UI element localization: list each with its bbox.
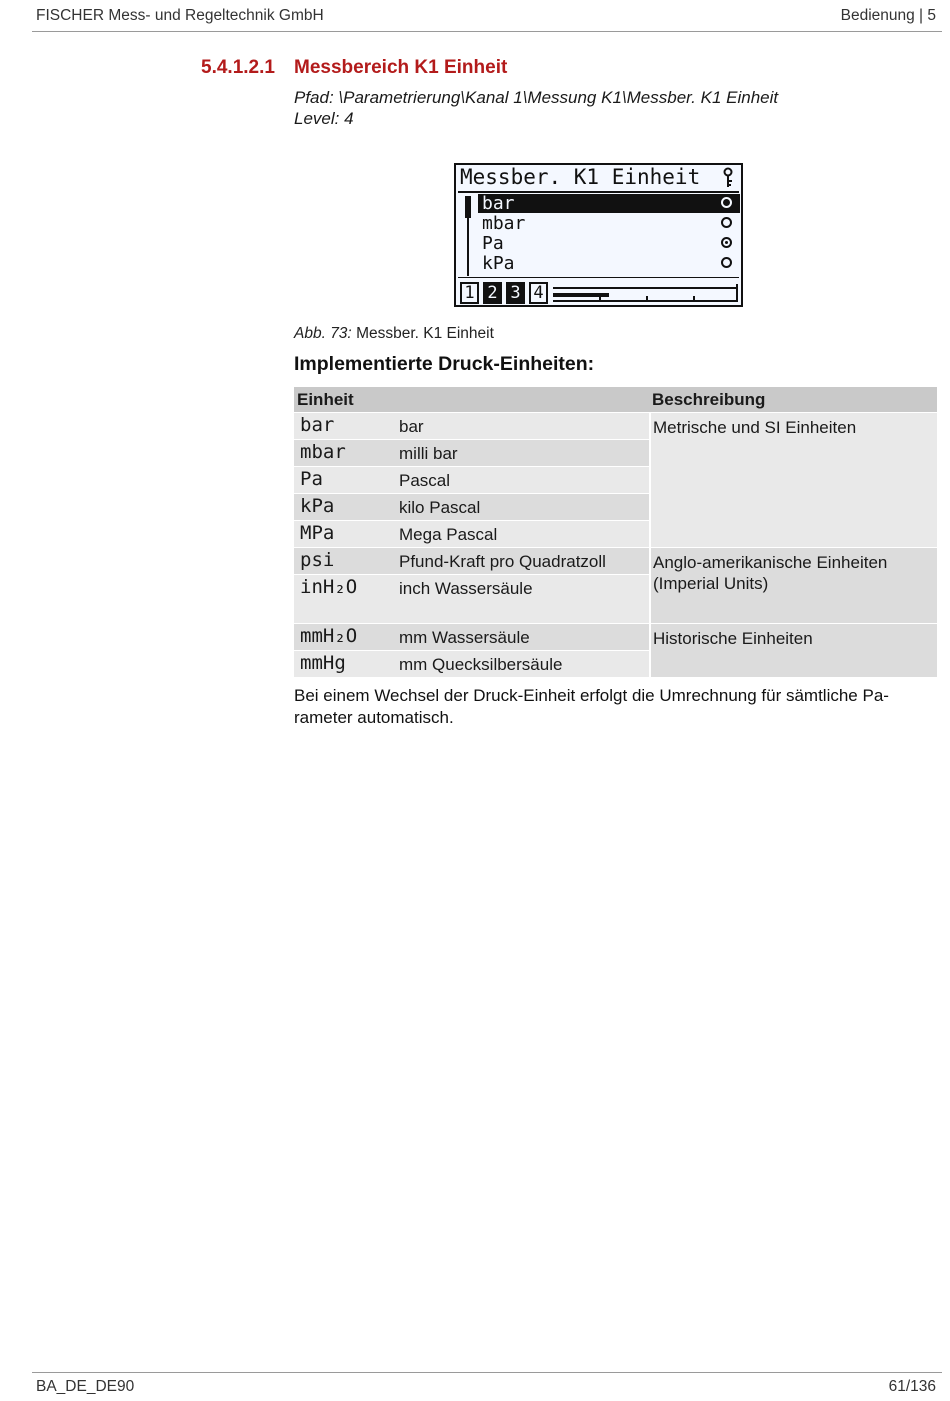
unit-symbol: mmHg [300, 652, 346, 674]
section-number: 5.4.1.2.1 [201, 57, 275, 78]
figure-label: Abb. 73: [294, 325, 352, 342]
figure-caption [294, 325, 494, 343]
display-bargraph-tick [646, 296, 648, 301]
display-level-4: 4 [529, 282, 548, 304]
unit-name: kilo Pascal [399, 498, 481, 517]
group-historic-label: Historische Einheiten [653, 629, 813, 648]
unit-symbol: psi [300, 549, 335, 571]
footer-doc-id: BA_DE_DE90 [36, 1378, 135, 1395]
device-display [454, 163, 743, 307]
display-bargraph-end [736, 284, 738, 302]
unit-symbol: kPa [300, 495, 335, 517]
display-bargraph-tick [599, 296, 601, 301]
table-row [294, 575, 649, 623]
table-row [294, 624, 649, 650]
group-description [651, 548, 937, 623]
header-unit: Einheit [297, 390, 354, 409]
table-row [294, 467, 649, 493]
table-row [294, 494, 649, 520]
display-scrollbar-thumb [465, 196, 471, 218]
group-description [651, 413, 937, 547]
display-option-label: Pa [482, 233, 504, 254]
footer-divider [32, 1372, 942, 1373]
unit-name: inch Wassersäule [399, 579, 533, 598]
body-paragraph: Bei einem Wechsel der Druck-Einheit erfolgt die Umrechnung für sämtliche Pa-rameter automatisch. [294, 686, 889, 727]
radio-empty-icon [721, 217, 732, 228]
display-bargraph-tick [693, 296, 695, 301]
header-company: FISCHER Mess- und Regeltechnik GmbH [36, 7, 324, 24]
group-description [651, 624, 937, 677]
unit-name: Pascal [399, 471, 451, 490]
menu-path: Pfad: \Parametrierung\Kanal 1\Messung K1\Messber. K1 Einheit [294, 88, 779, 107]
header-description: Beschreibung [652, 390, 766, 409]
display-option-pa [478, 234, 740, 253]
display-option-mbar [478, 214, 740, 233]
unit-symbol: bar [300, 414, 335, 436]
display-level-2: 2 [483, 282, 502, 304]
table-row [294, 413, 649, 439]
radio-empty-icon [721, 197, 732, 208]
section-title: Messbereich K1 Einheit [294, 57, 508, 78]
table-heading: Implementierte Druck-Einheiten: [294, 353, 595, 375]
unit-symbol: mbar [300, 441, 346, 463]
radio-checked-icon [721, 237, 732, 248]
unit-symbol: MPa [300, 522, 335, 544]
footer-page-number: 61/136 [888, 1378, 936, 1395]
unit-name: bar [399, 417, 424, 436]
header-divider [32, 31, 942, 32]
unit-symbol: Pa [300, 468, 323, 490]
display-option-label: bar [482, 193, 515, 214]
table-row [294, 521, 649, 547]
radio-empty-icon [721, 257, 732, 268]
display-option-bar [478, 194, 740, 213]
key-icon [721, 167, 735, 189]
display-bargraph-top [553, 287, 737, 289]
header-section: Bedienung | 5 [840, 7, 936, 24]
display-option-label: kPa [482, 253, 515, 274]
access-level: Level: 4 [294, 109, 354, 128]
group-imperial-label: Anglo-amerikanische Einheiten (Imperial Units) [653, 553, 888, 593]
unit-symbol: mmH₂O [300, 625, 358, 647]
table-row [294, 440, 649, 466]
unit-name: mm Wassersäule [399, 628, 530, 647]
unit-name: milli bar [399, 444, 458, 463]
table-row [294, 548, 649, 574]
unit-name: Pfund-Kraft pro Quadratzoll [399, 552, 606, 571]
display-status-divider [458, 277, 739, 278]
unit-name: Mega Pascal [399, 525, 498, 544]
display-option-kpa [478, 254, 740, 273]
display-bargraph-scale [553, 300, 737, 302]
table-header-row [294, 387, 937, 412]
display-level-1: 1 [460, 282, 479, 304]
unit-name: mm Quecksilbersäule [399, 655, 563, 674]
unit-symbol: inH₂O [300, 576, 358, 598]
table-row [294, 651, 649, 677]
figure-text: Messber. K1 Einheit [356, 325, 494, 342]
display-title: Messber. K1 Einheit [460, 165, 701, 189]
group-metric-label: Metrische und SI Einheiten [653, 418, 857, 437]
units-table [294, 387, 937, 679]
display-level-3: 3 [506, 282, 525, 304]
display-option-label: mbar [482, 213, 526, 234]
